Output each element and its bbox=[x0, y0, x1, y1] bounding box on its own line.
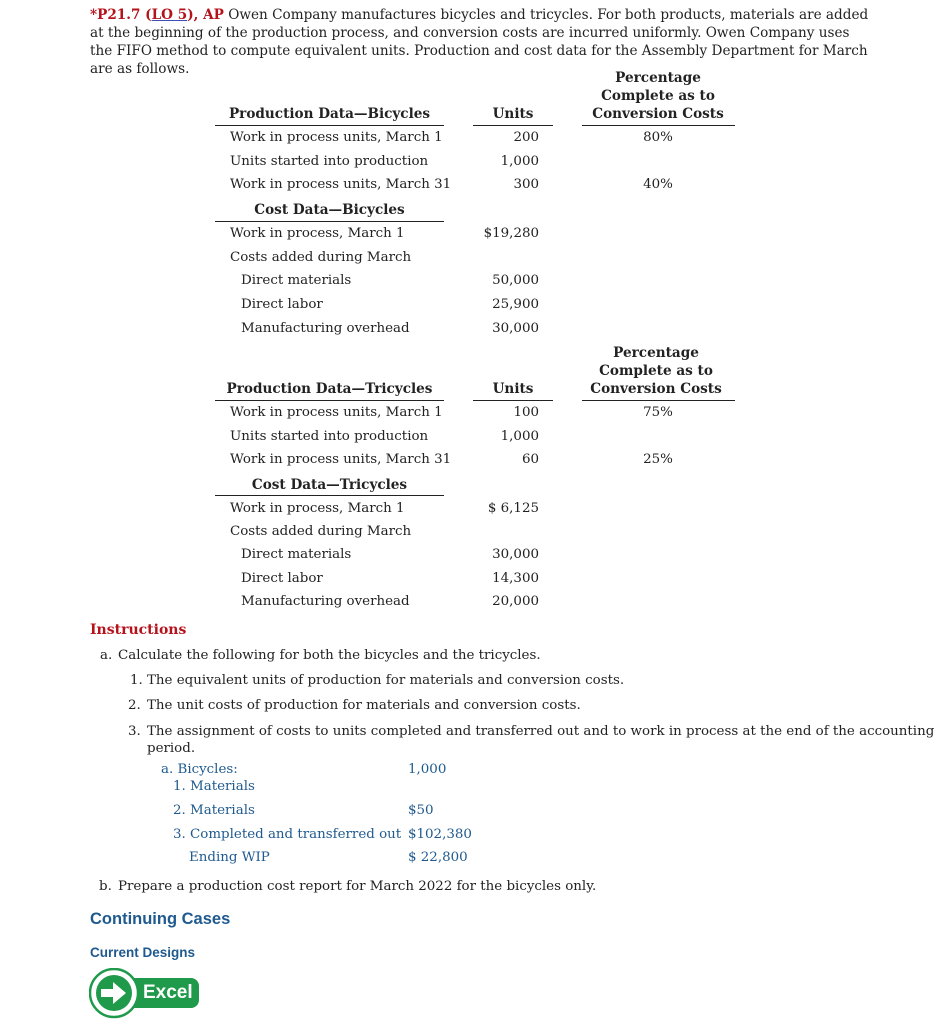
intro-text: Owen Company manufactures bicycles and tricycles. For both products, materials are added at the beginning of the production process, and conversion costs are incurred uniformly. Owen Company uses the FIFO method to compute equivalent units. Production and cost data for the Assembly Department for March are as follows. bbox=[90, 7, 869, 77]
answer-bicycles-label: a. Bicycles: bbox=[161, 762, 238, 777]
pct-header-line1: Percentage bbox=[615, 70, 701, 86]
cost-row-value: 30,000 bbox=[492, 321, 539, 336]
problem-id: *P21.7 bbox=[90, 7, 141, 23]
tricycles-production-header: Production Data—Tricycles bbox=[226, 381, 433, 397]
cost-row-value: 25,900 bbox=[492, 297, 539, 312]
table-row-units: 100 bbox=[513, 405, 539, 420]
cost-row-label: Work in process, March 1 bbox=[230, 501, 405, 516]
cost-row-value: $19,280 bbox=[483, 226, 539, 241]
pct-header-line3: Conversion Costs bbox=[592, 106, 724, 122]
rule bbox=[473, 400, 553, 401]
table-row-units: 200 bbox=[513, 130, 539, 145]
answer-ending-label: Ending WIP bbox=[189, 850, 270, 865]
table-row-units: 1,000 bbox=[500, 429, 539, 444]
table-row-units: 1,000 bbox=[500, 154, 539, 169]
bicycles-cost-header: Cost Data—Bicycles bbox=[254, 202, 405, 218]
instruction-a-text: Calculate the following for both the bicycles and the tricycles. bbox=[118, 648, 541, 663]
table-row-pct: 80% bbox=[643, 130, 673, 145]
lo-link[interactable]: LO 5 bbox=[151, 7, 188, 23]
answer-completed-value[interactable]: $102,380 bbox=[408, 827, 472, 842]
lo-close: ), AP bbox=[187, 7, 224, 23]
table-row-label: Work in process units, March 1 bbox=[230, 130, 443, 145]
table-row-label: Units started into production bbox=[230, 429, 429, 444]
pct-header-line2: Complete as to bbox=[599, 363, 713, 379]
cost-row-value: $ 6,125 bbox=[487, 501, 539, 516]
table-row-pct: 40% bbox=[643, 177, 673, 192]
instruction-item-text: The assignment of costs to units completed and transferred out and to work in process at the end of the accounting bbox=[147, 724, 935, 739]
cost-row-label: Costs added during March bbox=[230, 250, 412, 265]
rule bbox=[582, 125, 735, 126]
pct-header-line3: Conversion Costs bbox=[590, 381, 722, 397]
cost-row-value: 20,000 bbox=[492, 594, 539, 609]
bicycles-pct-header bbox=[583, 69, 733, 123]
tricycles-pct-header bbox=[581, 344, 731, 398]
table-row-units: 300 bbox=[513, 177, 539, 192]
instruction-item-marker: 2. bbox=[128, 698, 141, 713]
instructions-heading: Instructions bbox=[90, 622, 187, 638]
answer-materials2-label: 2. Materials bbox=[173, 803, 255, 818]
instruction-b-marker: b. bbox=[99, 879, 112, 894]
cost-row-label: Direct labor bbox=[241, 571, 323, 586]
problem-intro bbox=[90, 6, 870, 78]
tricycles-cost-header: Cost Data—Tricycles bbox=[251, 477, 408, 493]
answer-bicycles-value[interactable]: 1,000 bbox=[408, 762, 447, 777]
bicycles-units-header: Units bbox=[492, 106, 534, 122]
table-row-units: 60 bbox=[521, 452, 539, 467]
cost-row-value: 30,000 bbox=[492, 547, 539, 562]
rule bbox=[215, 221, 444, 222]
rule bbox=[215, 400, 444, 401]
instruction-item-text: The unit costs of production for materials and conversion costs. bbox=[147, 698, 581, 713]
excel-button[interactable] bbox=[89, 968, 201, 1020]
cost-row-label: Manufacturing overhead bbox=[241, 594, 410, 609]
rule bbox=[582, 400, 735, 401]
cost-row-label: Direct materials bbox=[241, 547, 352, 562]
cost-row-label: Direct labor bbox=[241, 297, 323, 312]
instruction-item-text: The equivalent units of production for materials and conversion costs. bbox=[147, 673, 625, 688]
instruction-item-marker: 3. bbox=[128, 724, 141, 739]
current-designs-heading: Current Designs bbox=[90, 945, 196, 960]
table-row-pct: 75% bbox=[643, 405, 673, 420]
answer-ending-value[interactable]: $ 22,800 bbox=[408, 850, 468, 865]
lo-open: ( bbox=[140, 7, 152, 23]
table-row-label: Work in process units, March 1 bbox=[230, 405, 443, 420]
cost-row-label: Work in process, March 1 bbox=[230, 226, 405, 241]
pct-header-line1: Percentage bbox=[613, 345, 699, 361]
table-row-pct: 25% bbox=[643, 452, 673, 467]
tricycles-units-header: Units bbox=[492, 381, 534, 397]
cost-row-label: Direct materials bbox=[241, 273, 352, 288]
cost-row-label: Costs added during March bbox=[230, 524, 412, 539]
table-row-label: Work in process units, March 31 bbox=[230, 177, 452, 192]
bicycles-production-header: Production Data—Bicycles bbox=[228, 106, 431, 122]
rule bbox=[215, 495, 444, 496]
continuing-cases-heading: Continuing Cases bbox=[90, 910, 231, 928]
cost-row-value: 14,300 bbox=[492, 571, 539, 586]
rule bbox=[473, 125, 553, 126]
excel-label: Excel bbox=[143, 982, 193, 1003]
table-row-label: Work in process units, March 31 bbox=[230, 452, 452, 467]
cost-row-label: Manufacturing overhead bbox=[241, 321, 410, 336]
instruction-a-marker: a. bbox=[100, 648, 113, 663]
answer-completed-label: 3. Completed and transferred out bbox=[173, 827, 402, 842]
answer-materials2-value[interactable]: $50 bbox=[408, 803, 434, 818]
instruction-item-marker: 1. bbox=[130, 673, 143, 688]
cost-row-value: 50,000 bbox=[492, 273, 539, 288]
instruction-b-text: Prepare a production cost report for March 2022 for the bicycles only. bbox=[118, 879, 597, 894]
answer-materials1-label: 1. Materials bbox=[173, 779, 255, 794]
pct-header-line2: Complete as to bbox=[601, 88, 715, 104]
rule bbox=[215, 125, 444, 126]
table-row-label: Units started into production bbox=[230, 154, 429, 169]
instruction-item-text-cont: period. bbox=[147, 741, 196, 756]
